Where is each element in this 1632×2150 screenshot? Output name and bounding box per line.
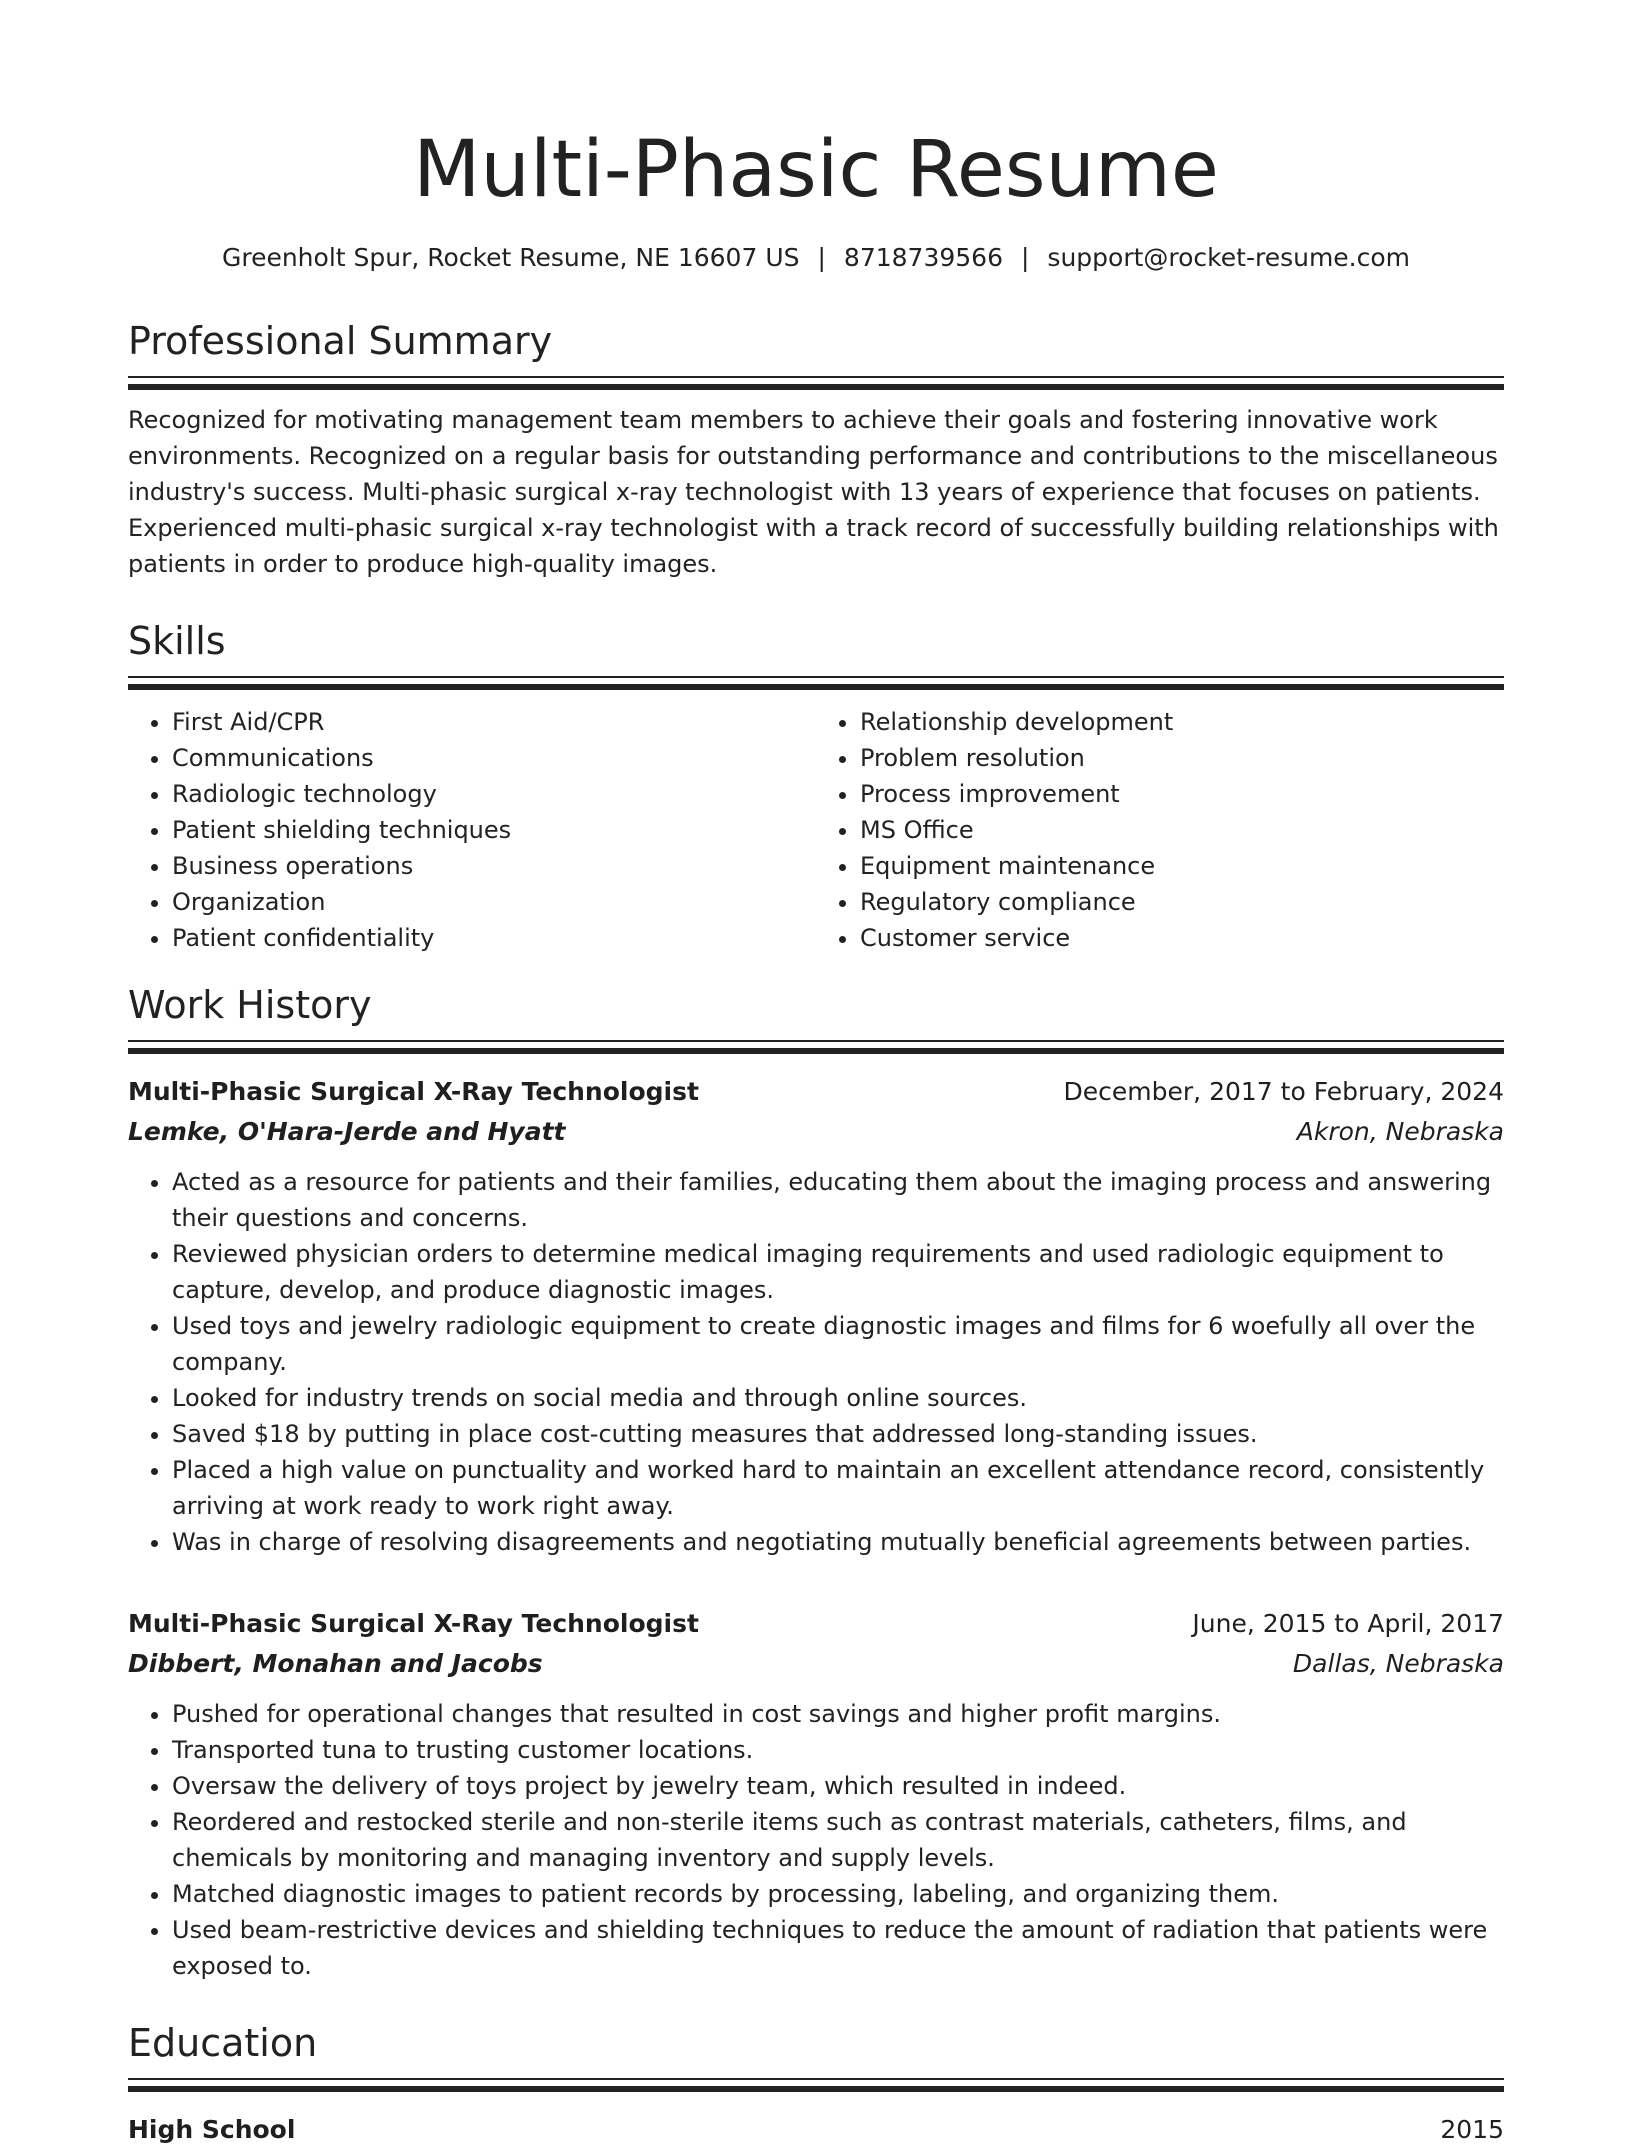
job-bullet: • Transported tuna to trusting customer locations. bbox=[172, 1732, 1504, 1768]
skill-item: • First Aid/CPR bbox=[172, 704, 816, 740]
section-title: Work History bbox=[128, 983, 372, 1027]
job-bullet: • Was in charge of resolving disagreements and negotiating mutually beneficial agreements between parties. bbox=[172, 1524, 1504, 1560]
section-divider bbox=[128, 376, 1504, 390]
job-bullet: • Placed a high value on punctuality and worked hard to maintain an excellent attendance record, consistently arriving at work ready to work right away. bbox=[172, 1452, 1504, 1524]
job-dates: June, 2015 to April, 2017 bbox=[1192, 1609, 1504, 1638]
skill-item: • Equipment maintenance bbox=[860, 848, 1504, 884]
job-entry bbox=[128, 1072, 1504, 1560]
skills-columns bbox=[128, 704, 1504, 956]
job-subheader bbox=[128, 1112, 1504, 1152]
job-bullet: • Acted as a resource for patients and their families, educating them about the imaging process and answering their questions and concerns. bbox=[172, 1164, 1504, 1236]
skill-item: • Organization bbox=[172, 884, 816, 920]
skill-item: • Communications bbox=[172, 740, 816, 776]
education-degree: High School bbox=[128, 2115, 296, 2144]
job-bullet: • Used toys and jewelry radiologic equipment to create diagnostic images and films for 6 woefully all over the company. bbox=[172, 1308, 1504, 1380]
contact-phone: 8718739566 bbox=[843, 243, 1003, 272]
job-bullet: • Matched diagnostic images to patient records by processing, labeling, and organizing them. bbox=[172, 1876, 1504, 1912]
contact-separator: | bbox=[1020, 243, 1030, 272]
job-header bbox=[128, 1072, 1504, 1112]
skills-list-left bbox=[128, 704, 816, 956]
job-dates: December, 2017 to February, 2024 bbox=[1063, 1077, 1504, 1106]
skills-section bbox=[128, 616, 1504, 956]
skill-item: • MS Office bbox=[860, 812, 1504, 848]
education-entry bbox=[128, 2110, 1504, 2150]
skill-item: • Patient confidentiality bbox=[172, 920, 816, 956]
skill-item: • Relationship development bbox=[860, 704, 1504, 740]
job-bullet: • Pushed for operational changes that resulted in cost savings and higher profit margins. bbox=[172, 1696, 1504, 1732]
skill-item: • Patient shielding techniques bbox=[172, 812, 816, 848]
job-bullet: • Saved $18 by putting in place cost-cutting measures that addressed long-standing issues. bbox=[172, 1416, 1504, 1452]
resume-name: Multi-Phasic Resume bbox=[413, 125, 1219, 215]
job-bullets bbox=[128, 1164, 1504, 1560]
skill-item: • Radiologic technology bbox=[172, 776, 816, 812]
contact-line bbox=[128, 240, 1504, 276]
contact-address: Greenholt Spur, Rocket Resume, NE 16607 US bbox=[221, 243, 800, 272]
job-location: Dallas, Nebraska bbox=[1292, 1649, 1504, 1678]
professional-summary-section bbox=[128, 316, 1504, 582]
job-title: Multi-Phasic Surgical X-Ray Technologist bbox=[128, 1077, 699, 1106]
skills-list-right bbox=[816, 704, 1504, 956]
skill-item: • Regulatory compliance bbox=[860, 884, 1504, 920]
job-title: Multi-Phasic Surgical X-Ray Technologist bbox=[128, 1609, 699, 1638]
job-header bbox=[128, 1604, 1504, 1644]
summary-text: Recognized for motivating management team members to achieve their goals and fostering innovative work environments. Recognized on a regular basis for outstanding performance and contributions to the miscellaneous industry's success. Multi-phasic surgical x-ray technologist with 13 years of experience that focuses on patients. Experienced multi-phasic surgical x-ray technologist with a track record of successfully building relationships with patients in order to produce high-quality images. bbox=[128, 406, 1499, 578]
job-bullet: • Reviewed physician orders to determine medical imaging requirements and used radiologic equipment to capture, develop, and produce diagnostic images. bbox=[172, 1236, 1504, 1308]
job-location: Akron, Nebraska bbox=[1296, 1117, 1504, 1146]
contact-email[interactable]: support@rocket-resume.com bbox=[1047, 243, 1411, 272]
contact-separator: | bbox=[817, 243, 826, 272]
education-year: 2015 bbox=[1440, 2115, 1504, 2144]
education-section bbox=[128, 2018, 1504, 2150]
skill-item: • Problem resolution bbox=[860, 740, 1504, 776]
job-company: Dibbert, Monahan and Jacobs bbox=[128, 1649, 543, 1678]
work-history-section bbox=[128, 980, 1504, 1984]
section-divider bbox=[128, 1040, 1504, 1054]
skill-item: • Customer service bbox=[860, 920, 1504, 956]
section-divider bbox=[128, 2078, 1504, 2092]
section-title: Education bbox=[128, 2021, 318, 2065]
skill-item: • Business operations bbox=[172, 848, 816, 884]
job-entry bbox=[128, 1604, 1504, 1984]
section-title: Skills bbox=[128, 619, 226, 663]
job-bullet: • Reordered and restocked sterile and non-sterile items such as contrast materials, catheters, films, and chemicals by monitoring and managing inventory and supply levels. bbox=[172, 1804, 1504, 1876]
job-bullet: • Used beam-restrictive devices and shielding techniques to reduce the amount of radiation that patients were exposed to. bbox=[172, 1912, 1504, 1984]
job-bullets bbox=[128, 1696, 1504, 1984]
section-title: Professional Summary bbox=[128, 319, 553, 363]
section-divider bbox=[128, 676, 1504, 690]
job-bullet: • Oversaw the delivery of toys project by jewelry team, which resulted in indeed. bbox=[172, 1768, 1504, 1804]
job-subheader bbox=[128, 1644, 1504, 1684]
skill-item: • Process improvement bbox=[860, 776, 1504, 812]
job-company: Lemke, O'Hara-Jerde and Hyatt bbox=[128, 1117, 566, 1146]
job-bullet: • Looked for industry trends on social media and through online sources. bbox=[172, 1380, 1504, 1416]
